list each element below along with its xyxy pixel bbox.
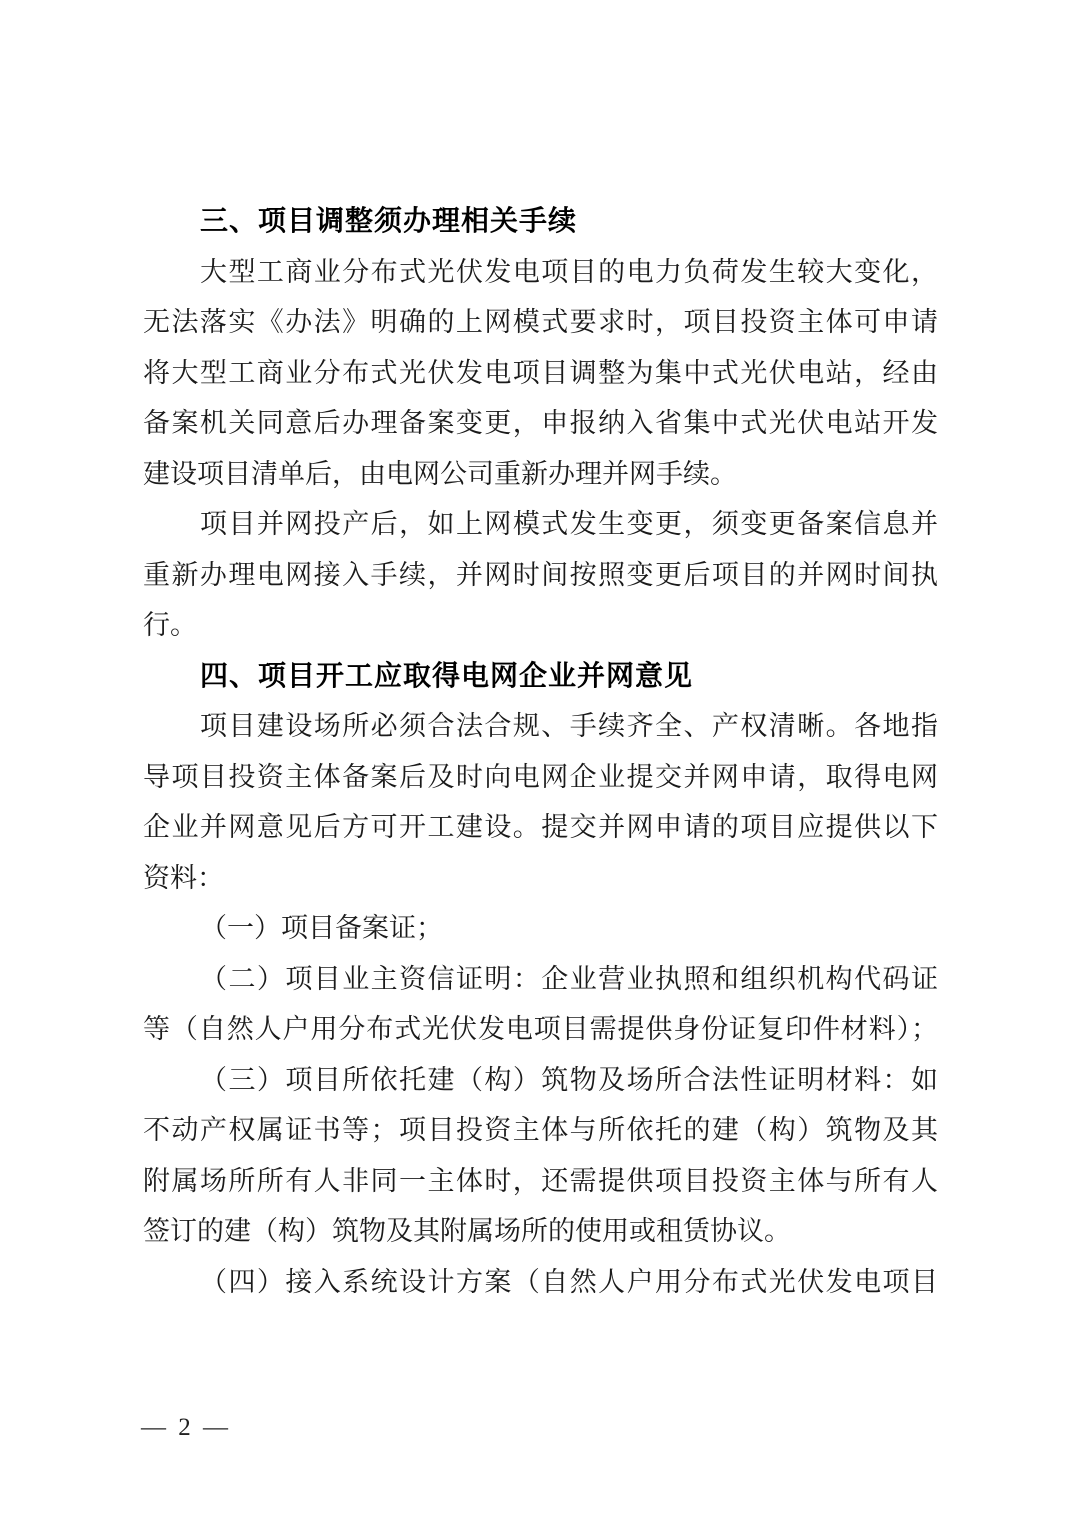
text-line: 签订的建（构）筑物及其附属场所的使用或租赁协议。: [143, 1216, 791, 1246]
document-body: [143, 196, 938, 1307]
text-line: 将大型工商业分布式光伏发电项目调整为集中式光伏电站，经由: [143, 357, 938, 388]
section-heading: 四、项目开工应取得电网企业并网意见: [200, 659, 694, 691]
text-line: 附属场所所有人非同一主体时，还需提供项目投资主体与所有人: [143, 1165, 938, 1196]
text-line: 等（自然人户用分布式光伏发电项目需提供身份证复印件材料）；: [143, 1014, 938, 1044]
page-footer: [141, 1408, 231, 1448]
text-line: 行。: [143, 610, 197, 640]
page-number: — 2 —: [141, 1414, 231, 1441]
text-line: 重新办理电网接入手续，并网时间按照变更后项目的并网时间执: [143, 559, 938, 590]
text-line: 企业并网意见后方可开工建设。提交并网申请的项目应提供以下: [143, 812, 938, 842]
text-line: 资料：: [143, 862, 224, 893]
text-line: 不动产权属证书等；项目投资主体与所依托的建（构）筑物及其: [143, 1115, 938, 1145]
text-line: 导项目投资主体备案后及时向电网企业提交并网申请，取得电网: [143, 761, 938, 792]
text-line: （二）项目业主资信证明：企业营业执照和组织机构代码证: [200, 963, 938, 994]
text-line: 项目并网投产后，如上网模式发生变更，须变更备案信息并: [200, 509, 938, 539]
text-line: 建设项目清单后，由电网公司重新办理并网手续。: [143, 458, 737, 489]
text-line: （一）项目备案证；: [200, 913, 443, 943]
section-heading: 三、项目调整须办理相关手续: [200, 205, 578, 236]
text-line: （四）接入系统设计方案（自然人户用分布式光伏发电项目: [200, 1266, 938, 1297]
text-line: 备案机关同意后办理备案变更，申报纳入省集中式光伏电站开发: [143, 408, 938, 438]
text-line: （三）项目所依托建（构）筑物及场所合法性证明材料：如: [200, 1064, 938, 1095]
text-line: 无法落实《办法》明确的上网模式要求时，项目投资主体可申请: [143, 307, 938, 337]
text-line: 项目建设场所必须合法合规、手续齐全、产权清晰。各地指: [200, 711, 938, 741]
text-line: 大型工商业分布式光伏发电项目的电力负荷发生较大变化，: [200, 256, 938, 287]
